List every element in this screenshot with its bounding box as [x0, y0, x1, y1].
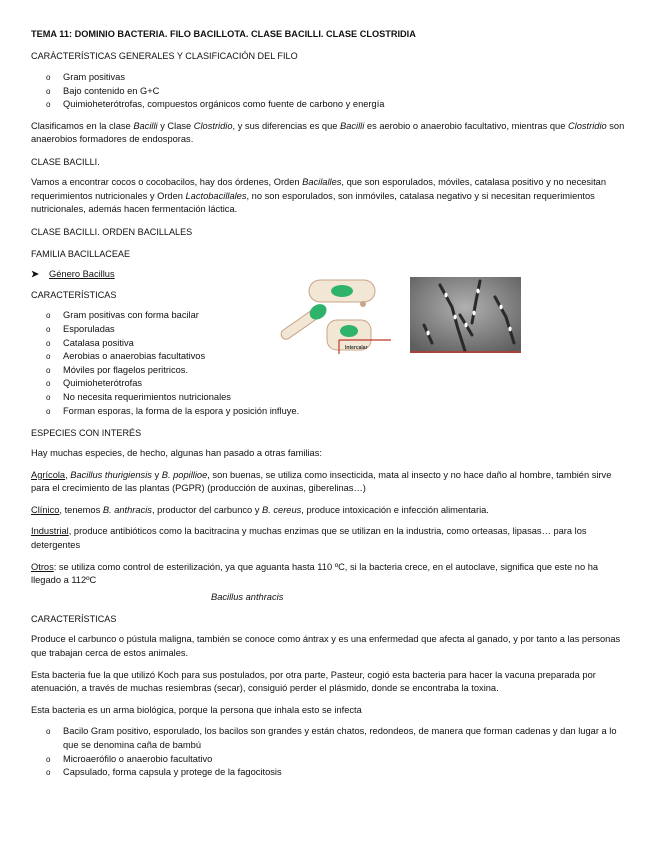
italic-term: Clostridio: [193, 120, 233, 131]
text: son anaerobios formadores de endosporas.: [31, 120, 625, 145]
list-item: o Forman esporas, la forma de la espora y posición influye.: [31, 405, 626, 419]
section-heading-species: ESPECIES CON INTERÉS: [31, 428, 142, 439]
list-item: o Quimioheterótrofas: [31, 377, 626, 391]
list-item: o Gram positivas: [31, 71, 626, 85]
arrow-bullet-icon: ➤: [31, 268, 39, 279]
italic-term: B. popillioe: [161, 469, 208, 480]
species-intro: Hay muchas especies, de hecho, algunas han pasado a otras familias:: [31, 448, 322, 459]
species-industrial: [31, 525, 626, 552]
text: , que son esporulados, móviles, catalasa positivo y no necesitan requerimientos nutricionales y Orden: [31, 176, 607, 201]
anthracis-paragraph-2: Esta bacteria fue la que utilizó Koch para sus postulados, por otra parte, Pasteur, cogió esta bacteria para hacer la vacuna preparada por atenuación, a través de muchas resiembras (secar), consiguió perder el plásmido, donde se encontraba la toxina.: [31, 669, 596, 694]
anthracis-subtitle: Bacillus anthracis: [211, 591, 284, 602]
italic-term: B. cereus: [262, 504, 302, 515]
text: , produce antibióticos como la bacitracina y muchas enzimas que se utilizan en la industria, como orteasas, lipasas… para los detergentes: [31, 526, 587, 551]
anthracis-list: [31, 725, 626, 779]
characteristics-heading: CARACTERÍSTICAS: [31, 290, 117, 301]
list-item: o Catalasa positiva: [31, 337, 626, 351]
spore-position-diagram: [275, 276, 391, 354]
section-heading-bacillales: CLASE BACILLI. ORDEN BACILLALES: [31, 226, 193, 237]
microscope-photo: [410, 277, 521, 353]
category-label: Industrial: [31, 526, 69, 537]
italic-term: Bacilli: [340, 120, 365, 131]
central-spore: [331, 285, 353, 297]
classification-paragraph: [31, 120, 626, 147]
list-item: o Capsulado, forma capsula y protege de la fagocitosis: [31, 766, 626, 780]
category-label: Clínico: [31, 504, 60, 515]
text: , tenemos: [59, 504, 103, 515]
subterminal-spore: [340, 325, 358, 337]
text: Vamos a encontrar cocos o cocobacilos, hay dos órdenes, Orden: [31, 176, 303, 187]
genus-label: Género Bacillus: [49, 268, 115, 279]
section-heading-bacilli: CLASE BACILLI.: [31, 156, 100, 167]
species-agricola: [31, 469, 626, 496]
family-heading: FAMILIA BACILLACEAE: [31, 248, 131, 259]
list-item: o Gram positivas con forma bacilar: [31, 309, 626, 323]
anthracis-paragraph-3: Esta bacteria es un arma biológica, porque la persona que inhala esto se infecta: [31, 704, 362, 715]
text: , son buenas, se utiliza como insecticida, mata al insecto y no hace daño al hombre, también sirve para el crecimiento de las plantas (PGPR) (producción de auxinas, giberelinas…): [31, 469, 612, 494]
species-clinico: [31, 504, 626, 518]
species-otros: [31, 561, 626, 588]
list-item: o Esporuladas: [31, 323, 626, 337]
document-title: TEMA 11: DOMINIO BACTERIA. FILO BACILLOTA. CLASE BACILLI. CLASE CLOSTRIDIA: [31, 29, 416, 39]
spore-dot: [360, 301, 366, 307]
text: es aerobio o anaerobio facultativo, mientras que: [364, 120, 568, 131]
text: , y sus diferencias es que: [232, 120, 341, 131]
document-page: [31, 28, 626, 780]
section-heading-general: CARÁCTERÍSTICAS GENERALES Y CLASIFICACIÓN DEL FILO: [31, 51, 298, 61]
list-item: o Bacilo Gram positivo, esporulado, los bacilos son grandes y están chatos, redondeos, de manera que forman cadenas y dan lugar a lo que se denomina caña de bambú: [31, 725, 626, 752]
italic-term: B. anthracis: [102, 504, 152, 515]
figure-label: Intercalar: [345, 345, 368, 351]
italic-term: Bacilli: [133, 120, 158, 131]
text: y: [151, 469, 162, 480]
anthracis-characteristics-heading: CARACTERÍSTICAS: [31, 614, 117, 625]
text: : se utiliza como control de esterilización, ya que aguanta hasta 110 ºC, si la bacteria crece, en el autoclave, significa que este no ha llegado a 112ºC: [31, 561, 599, 586]
category-label: Agrícola: [31, 469, 66, 480]
italic-term: Bacilalles: [302, 176, 342, 187]
list-item: o Bajo contenido en G+C: [31, 85, 626, 99]
list-item: o Microaerófilo o anaerobio facultativo: [31, 753, 626, 767]
list-item: o Quimioheterótrofas, compuestos orgánicos como fuente de carbono y energía: [31, 98, 626, 112]
list-item: o Aerobias o anaerobias facultativos: [31, 350, 626, 364]
italic-term: Clostridio: [567, 120, 607, 131]
terminal-spore-cell: [278, 301, 329, 343]
text: ,: [65, 469, 71, 480]
text: Clasificamos en la clase: [31, 120, 134, 131]
italic-term: Bacillus thurigiensis: [70, 469, 152, 480]
text: y Clase: [157, 120, 194, 131]
text: , produce intoxicación e infección alimentaria.: [301, 504, 489, 515]
list-item: o No necesita requerimientos nutricionales: [31, 391, 626, 405]
text: , no son esporulados, son inmóviles, catalasa negativo y si necesitan requerimientos nutricionales, además hacen fermentación láctica.: [31, 190, 595, 215]
anthracis-paragraph-1: Produce el carbunco o pústula maligna, también se conoce como ántrax y es una enfermedad que afecta al ganado, y por tanto a las personas que trabajan cerca de estos animales.: [31, 634, 621, 659]
bacilli-paragraph: [31, 176, 626, 217]
category-label: Otros: [31, 561, 54, 572]
italic-term: Lactobacillales: [185, 190, 247, 201]
general-features-list: [31, 71, 626, 112]
list-item: o Móviles por flagelos peritricos.: [31, 364, 626, 378]
text: , productor del carbunco y: [151, 504, 263, 515]
